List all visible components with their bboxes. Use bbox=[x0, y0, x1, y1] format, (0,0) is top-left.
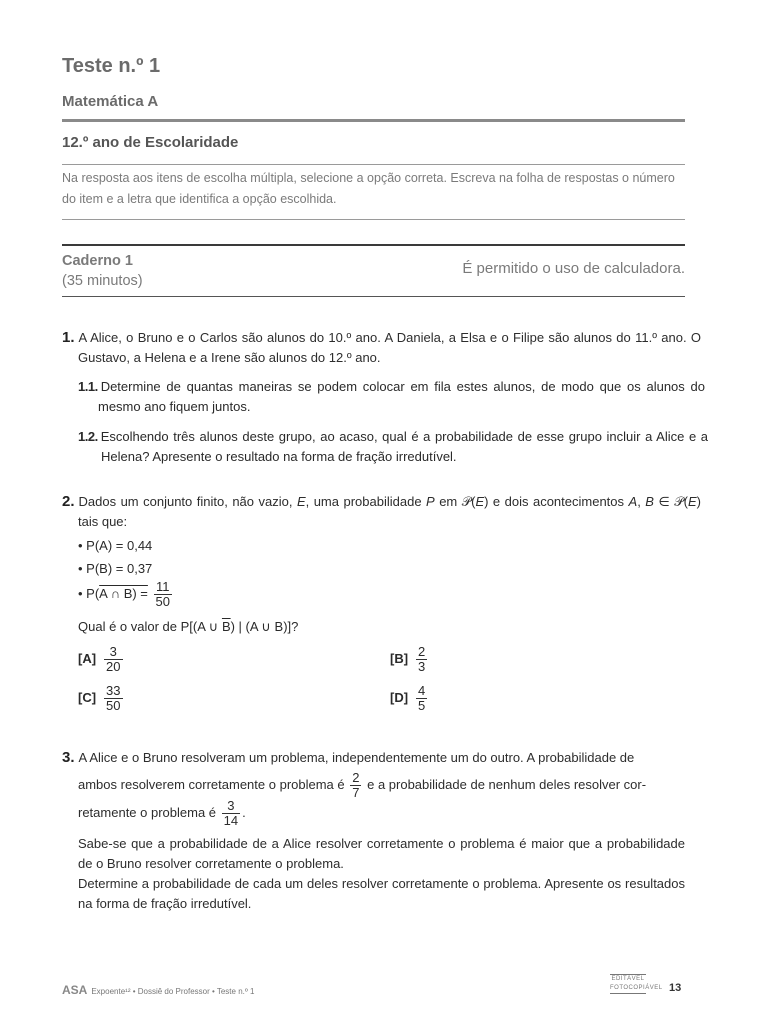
question-number: 1. bbox=[62, 329, 75, 346]
page-number: 13 bbox=[669, 982, 682, 994]
divider bbox=[62, 164, 685, 165]
editable-stamp: EDITÁVEL FOTOCOPIÁVEL bbox=[610, 974, 646, 994]
caderno-block bbox=[62, 251, 143, 291]
divider bbox=[62, 244, 685, 246]
question-number: 2. bbox=[62, 493, 75, 510]
question-3-line3: retamente o problema é $\frac{3}{14}$ . bbox=[78, 798, 246, 829]
publisher-logo: ASA bbox=[62, 983, 88, 997]
caderno-duration: (35 minutos) bbox=[62, 273, 143, 289]
option-b: [B] $\frac{2}{3}$ bbox=[390, 644, 426, 674]
calculator-note: É permitido o uso de calculadora. bbox=[462, 260, 685, 277]
option-c: [C] $\frac{33}{50}$ bbox=[78, 683, 121, 713]
question-1-1 bbox=[78, 377, 705, 417]
question-3-paragraph: Sabe-se que a probabilidade de a Alice resolver corretamente o problema é maior que a probabilidade de o Bruno resolver corretamente o problema. bbox=[78, 836, 685, 871]
subquestion-number: 1.2. bbox=[78, 429, 98, 444]
divider bbox=[62, 219, 685, 220]
subject-heading: Matemática A bbox=[62, 93, 159, 110]
question-1 bbox=[62, 328, 701, 368]
question-1-2 bbox=[78, 427, 708, 467]
option-a: [A] $\frac{3}{20}$ bbox=[78, 644, 121, 674]
question-3-task: Determine a probabilidade de cada um deles resolver corretamente o problema. Apresente os resultados na forma de fração irredutível. bbox=[78, 876, 685, 911]
subquestion-text: Determine de quantas maneiras se podem colocar em fila estes alunos, de modo que os alunos do mesmo ano fiquem juntos. bbox=[98, 379, 705, 414]
question-3: 3. A Alice e o Bruno resolveram um problema, independentemente um do outro. A probabilidade de bbox=[62, 749, 635, 766]
footer-credit: ASA Expoente¹² • Dossiê do Professor • Teste n.º 1 bbox=[62, 983, 255, 997]
option-d: [D] $\frac{4}{5}$ bbox=[390, 683, 426, 713]
caderno-title: Caderno 1 bbox=[62, 253, 133, 269]
given-pb: • P(B) = 0,37 bbox=[78, 561, 153, 576]
subquestion-number: 1.1. bbox=[78, 379, 98, 394]
question-2-prompt: Qual é o valor de P[(A ∪ $\overline{B}$) | (A ∪ B)]? bbox=[78, 619, 299, 634]
divider bbox=[62, 296, 685, 297]
question-text: A Alice, o Bruno e o Carlos são alunos do 10.º ano. A Daniela, a Elsa e o Filipe são alunos do 11.º ano. O Gustavo, a Helena e a Irene são alunos do 12.º ano. bbox=[78, 330, 701, 365]
question-2: 2. Dados um conjunto finito, não vazio, E, uma probabilidade P em 𝒫(E) e dois acontecimentos A, B ∈ 𝒫(E) tais que: bbox=[62, 493, 701, 529]
fraction: $\frac{11}{50}$ bbox=[155, 579, 170, 609]
page-title: Teste n.º 1 bbox=[62, 55, 161, 77]
instructions-text: Na resposta aos itens de escolha múltipla, selecione a opção correta. Escreva na folha de respostas o número do item e a letra que identifica a opção escolhida. bbox=[62, 171, 675, 206]
given-intersection: • P(A ∩ B) = $\frac{11}{50}$ bbox=[78, 579, 170, 609]
grade-heading: 12.º ano de Escolaridade bbox=[62, 134, 239, 151]
given-pa: • P(A) = 0,44 bbox=[78, 538, 153, 553]
question-number: 3. bbox=[62, 749, 75, 766]
subquestion-text: Escolhendo três alunos deste grupo, ao acaso, qual é a probabilidade de esse grupo incluir a Alice e a Helena? Apresente o resultado na forma de fração irredutível. bbox=[100, 429, 708, 464]
question-3-line2: ambos resolverem corretamente o problema é $\frac{2}{7}$ e a probabilidade de nenhum deles resolver cor- bbox=[78, 770, 647, 801]
divider bbox=[62, 119, 685, 122]
